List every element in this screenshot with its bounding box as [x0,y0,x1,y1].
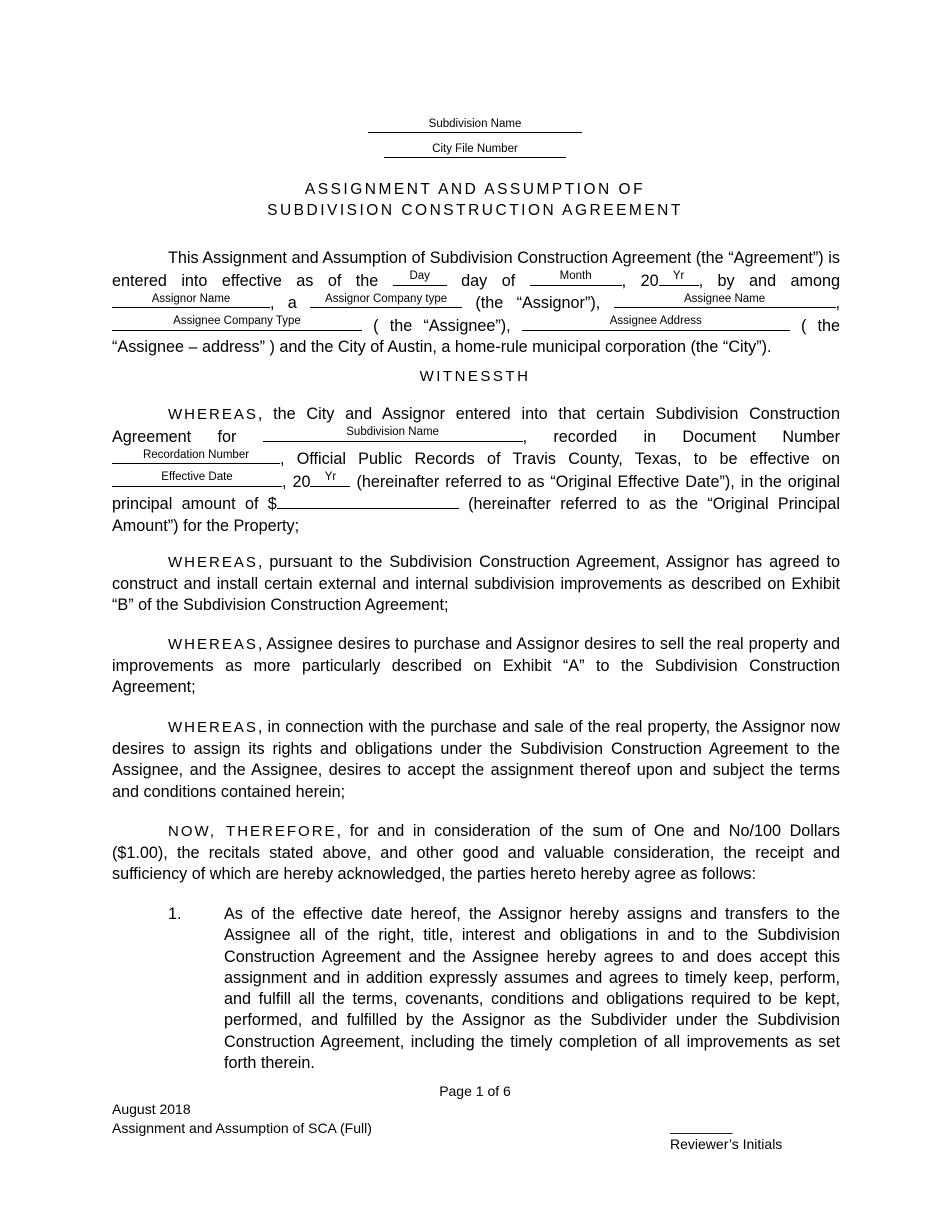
recordation-number-blank[interactable]: Recordation Number [112,448,280,464]
assignor-name-blank[interactable]: Assignor Name [112,292,270,308]
assignee-address-blank[interactable]: Assignee Address [522,315,790,331]
whereas-paragraph-2: WHEREAS, pursuant to the Subdivision Construction Agreement, Assignor has agreed to construct and install certain external and internal subdivision improvements as described on Exhibit “B” of the Subdivision Construction Agreement; [112,553,840,615]
subdivision-name-blank[interactable] [368,118,582,133]
whereas-paragraph-1: WHEREAS, the City and Assignor entered into that certain Subdivision Construction Agreement for Subdivision Name , recorded in Document Number Recordation Number , Official Public Records of Travis County, Texas, to be effective on Effective Date , 20 Yr (hereinafter referred to as “Original Effective Date”), in the original principal amount of $ (hereinafter referred to as the “Original Principal Amount”) for the Property; [112,405,841,535]
whereas-paragraph-4: WHEREAS, in connection with the purchase and sale of the real property, the Assignor now desires to assign its rights and obligations under the Subdivision Construction Agreement to the Assignee, and the Assignee, desires to accept the assignment thereof upon and subject the terms and conditions contained herein; [112,718,840,801]
page-number: Page 1 of 6 [439,1083,511,1099]
reviewer-initials-blank[interactable]: ________ [670,1118,733,1134]
effective-date-blank[interactable]: Effective Date [112,471,282,487]
assignee-name-blank[interactable]: Assignee Name [614,292,836,308]
city-file-number-header-field [0,143,950,163]
now-therefore-paragraph: NOW, THEREFORE, for and in consideration of the sum of One and No/100 Dollars ($1.00), the recitals stated above, and other good and valuable consideration, the receipt and sufficiency of which are hereby acknowledged, the parties hereto hereby agree as follows: [112,822,840,884]
footer-date: August 2018 [112,1101,191,1117]
subdivision-name-blank-2[interactable]: Subdivision Name [263,426,523,442]
month-blank[interactable]: Month [530,270,622,286]
assignor-company-type-blank[interactable]: Assignor Company type [310,292,462,308]
city-file-number-label: City File Number [432,142,518,155]
witnessth-heading: WITNESSTH [419,368,531,385]
principal-amount-blank[interactable] [277,493,459,509]
whereas-paragraph-3: WHEREAS, Assignee desires to purchase and Assignor desires to sell the real property and improvements as more particularly described on Exhibit “A” to the Subdivision Construction Agreement; [112,635,840,697]
item-text: As of the effective date hereof, the Assignor hereby assigns and transfers to the Assignee all of the right, title, interest and obligations in and to the Subdivision Construction Agreement and the Assignee hereby agrees to and does accept this assignment and in addition expressly assumes and agrees to timely keep, perform, and fulfill all the terms, covenants, conditions and obligations required to be kept, performed, and fulfilled by the Assignor as the Subdivider under the Subdivision Construction Agreement, including the timely completion of all improvements as set forth therein. [224,905,840,1073]
subdivision-name-label: Subdivision Name [428,117,522,130]
assignee-company-type-blank[interactable]: Assignee Company Type [112,315,362,331]
reviewer-initials-label: Reviewer’s Initials [670,1136,783,1152]
day-blank[interactable]: Day [393,270,447,286]
intro-paragraph: This Assignment and Assumption of Subdivision Construction Agreement (the “Agreement”) is entered into effective as of the Day day of Month , 20 Yr , by and among Assignor Name , a Assignor Company type (the “Assignor”), Assignee Name , Assignee Company Type ( the “Assignee”), Assignee Address ( the “Assignee – address” ) and the City of Austin, a home-rule municipal corporation (the “City”). [112,249,841,357]
item-number: 1. [168,905,182,923]
document-title-line1: ASSIGNMENT AND ASSUMPTION OF [304,181,646,198]
subdivision-name-header-field [0,118,950,138]
effective-year-blank[interactable]: Yr [310,471,350,487]
footer-document-title: Assignment and Assumption of SCA (Full) [112,1120,372,1136]
document-title-line2: SUBDIVISION CONSTRUCTION AGREEMENT [267,202,683,219]
numbered-item-1 [112,904,840,1074]
year-blank[interactable]: Yr [659,270,699,286]
city-file-number-blank[interactable] [384,143,566,158]
